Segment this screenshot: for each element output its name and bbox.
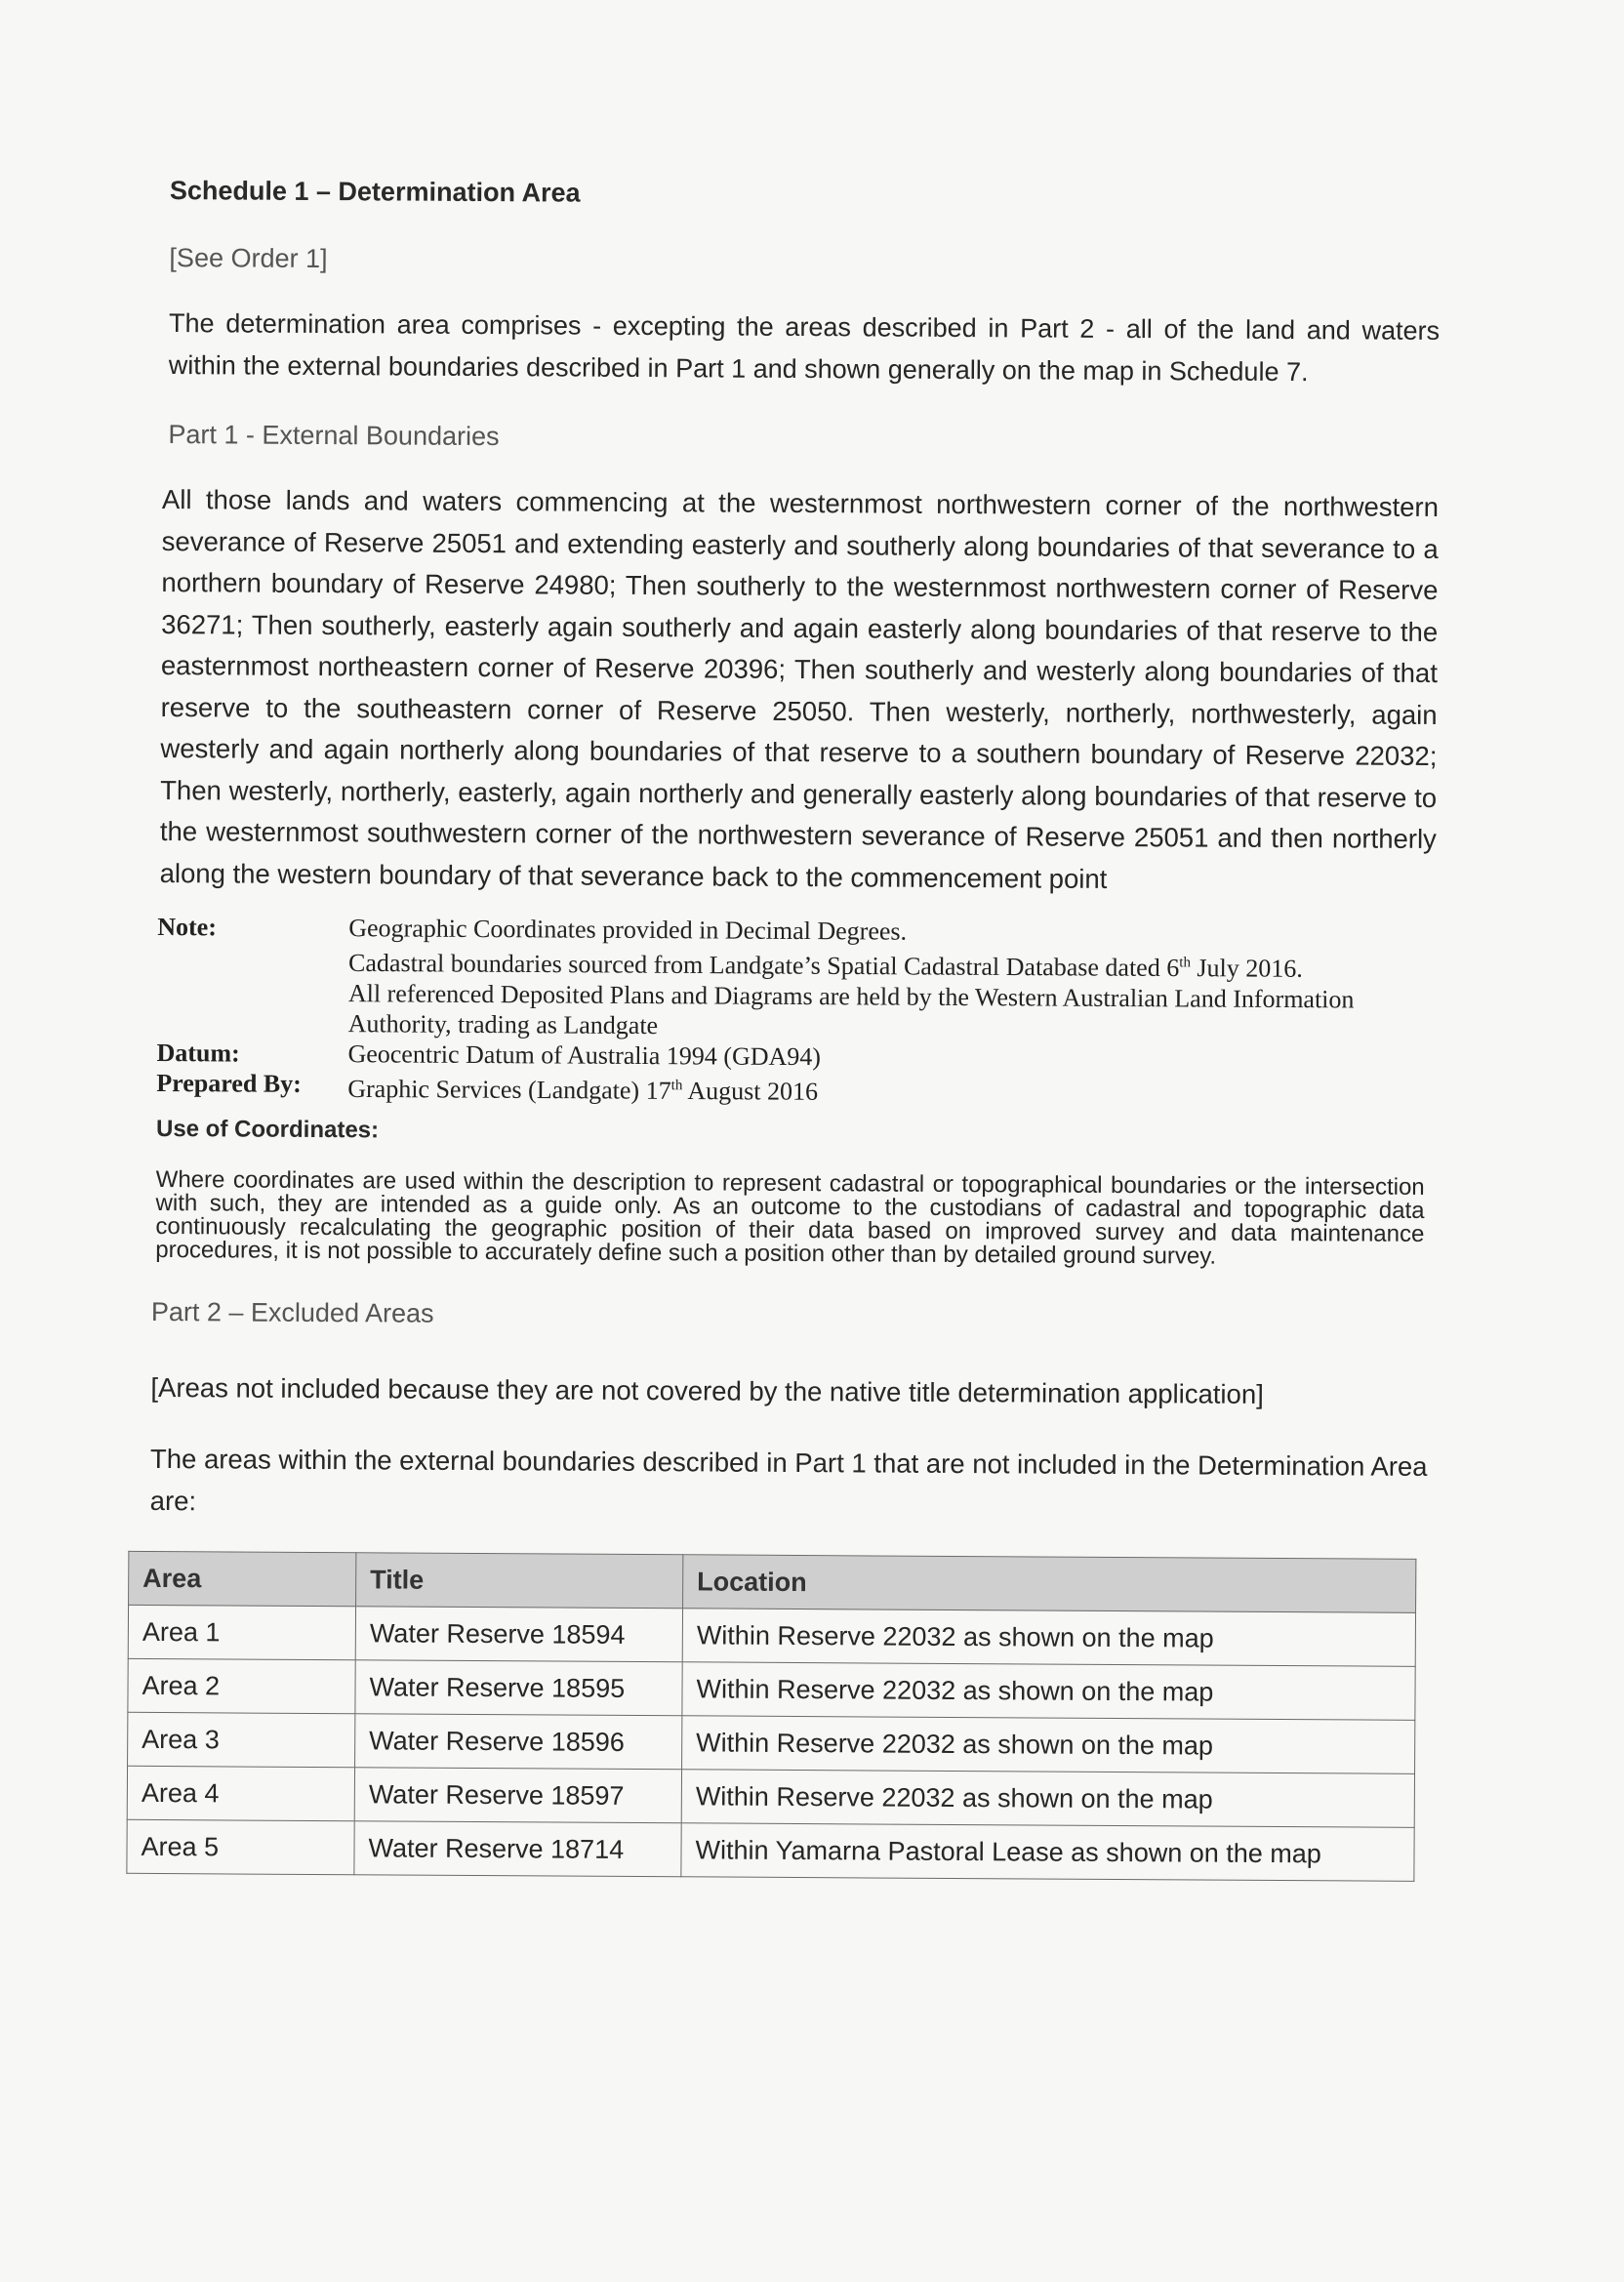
intro-paragraph: The determination area comprises - excepting the areas described in Part 2 - all of the land and waters within the external boundaries described in Part 1 and shown generally on the map in Schedule 7. <box>168 308 1441 387</box>
datum-value: Geocentric Datum of Australia 1994 (GDA94) <box>347 1039 822 1071</box>
part2-note: [Areas not included because they are not covered by the native title determination application] <box>150 1372 1264 1410</box>
area-cell: Area 5 <box>127 1820 354 1875</box>
see-order-reference: [See Order 1] <box>169 243 328 274</box>
area-cell: Area 1 <box>128 1606 355 1660</box>
document-content <box>141 176 1441 1882</box>
title-cell: Water Reserve 18595 <box>355 1660 682 1716</box>
table-row <box>128 1713 1415 1774</box>
boundary-description: All those lands and waters commencing at the westernmost northwestern corner of the northwestern severance of Reserve 25051 and extending easterly and southerly along boundaries of that severance to a northern boundary of Reserve 24980; Then southerly to the westernmost northwestern corner of Reserve 36271; Then southerly, easterly again southerly and again easterly along boundaries of that reserve to the easternmost northeastern corner of Reserve 20396; Then southerly and westerly along boundaries of that reserve to the southeastern corner of Reserve 25050. Then westerly, northerly, northwesterly, again westerly and again northerly along boundaries of that reserve to a southern boundary of Reserve 22032; Then westerly, northerly, easterly, again northerly and generally easterly along boundaries of that reserve to the westernmost southwestern corner of the northwestern severance of Reserve 25051 and then northerly along the western boundary of that severance back to the commencement point <box>159 484 1440 894</box>
use-of-coordinates-text: Where coordinates are used within the description to represent cadastral or topographical boundaries or the intersection with such, they are intended as a guide only. As an outcome to the custodians of cadastral and topographic data continuously recalculating the geographic position of their data based on improved survey and data maintenance procedures, it is not possible to accurately define such a position other than by detailed ground survey. <box>155 1166 1425 1270</box>
column-header-title: Title <box>356 1553 683 1609</box>
table-row <box>127 1767 1414 1828</box>
datum-label: Datum: <box>156 1038 240 1068</box>
note-line-2: Cadastral boundaries sourced from Landgate’s Spatial Cadastral Database dated 6th July 2016. <box>347 948 1303 983</box>
notes-block <box>156 912 1436 1110</box>
title-cell: Water Reserve 18596 <box>355 1714 682 1770</box>
column-header-area: Area <box>129 1552 356 1607</box>
area-cell: Area 2 <box>128 1659 355 1714</box>
area-cell: Area 4 <box>127 1767 354 1821</box>
note-label: Note: <box>157 912 218 942</box>
schedule-title: Schedule 1 – Determination Area <box>169 176 581 208</box>
note-row <box>157 912 1437 1045</box>
part2-intro: The areas within the external boundaries described in Part 1 that are not included in the Determination Area are: <box>149 1444 1428 1517</box>
note-line-3: All referenced Deposited Plans and Diagrams are held by the Western Australian Land Information Authority, trading as Landgate <box>347 978 1355 1039</box>
location-cell: Within Reserve 22032 as shown on the map <box>682 1662 1415 1721</box>
location-cell: Within Reserve 22032 as shown on the map <box>682 1716 1415 1774</box>
table-row <box>128 1659 1415 1721</box>
area-cell: Area 3 <box>128 1713 355 1768</box>
use-of-coordinates-heading: Use of Coordinates: <box>155 1116 380 1144</box>
note-line-1: Geographic Coordinates provided in Decimal Degrees. <box>348 914 908 946</box>
prepared-by-label: Prepared By: <box>156 1068 302 1098</box>
title-cell: Water Reserve 18597 <box>354 1768 681 1823</box>
part2-heading: Part 2 – Excluded Areas <box>150 1297 434 1329</box>
note-text <box>348 913 1437 1044</box>
location-cell: Within Reserve 22032 as shown on the map <box>682 1609 1415 1667</box>
prepared-by-value: Graphic Services (Landgate) 17th August 2016 <box>347 1074 819 1106</box>
table-header-row <box>129 1552 1416 1613</box>
location-cell: Within Yamarna Pastoral Lease as shown on the map <box>681 1823 1414 1882</box>
location-cell: Within Reserve 22032 as shown on the map <box>681 1770 1414 1828</box>
column-header-location: Location <box>683 1555 1416 1613</box>
title-cell: Water Reserve 18594 <box>355 1607 682 1662</box>
title-cell: Water Reserve 18714 <box>354 1821 681 1877</box>
part1-heading: Part 1 - External Boundaries <box>168 420 500 452</box>
table-row <box>127 1820 1414 1882</box>
prepared-by-row <box>156 1068 1435 1111</box>
table-row <box>128 1606 1415 1667</box>
excluded-areas-table <box>126 1551 1416 1882</box>
